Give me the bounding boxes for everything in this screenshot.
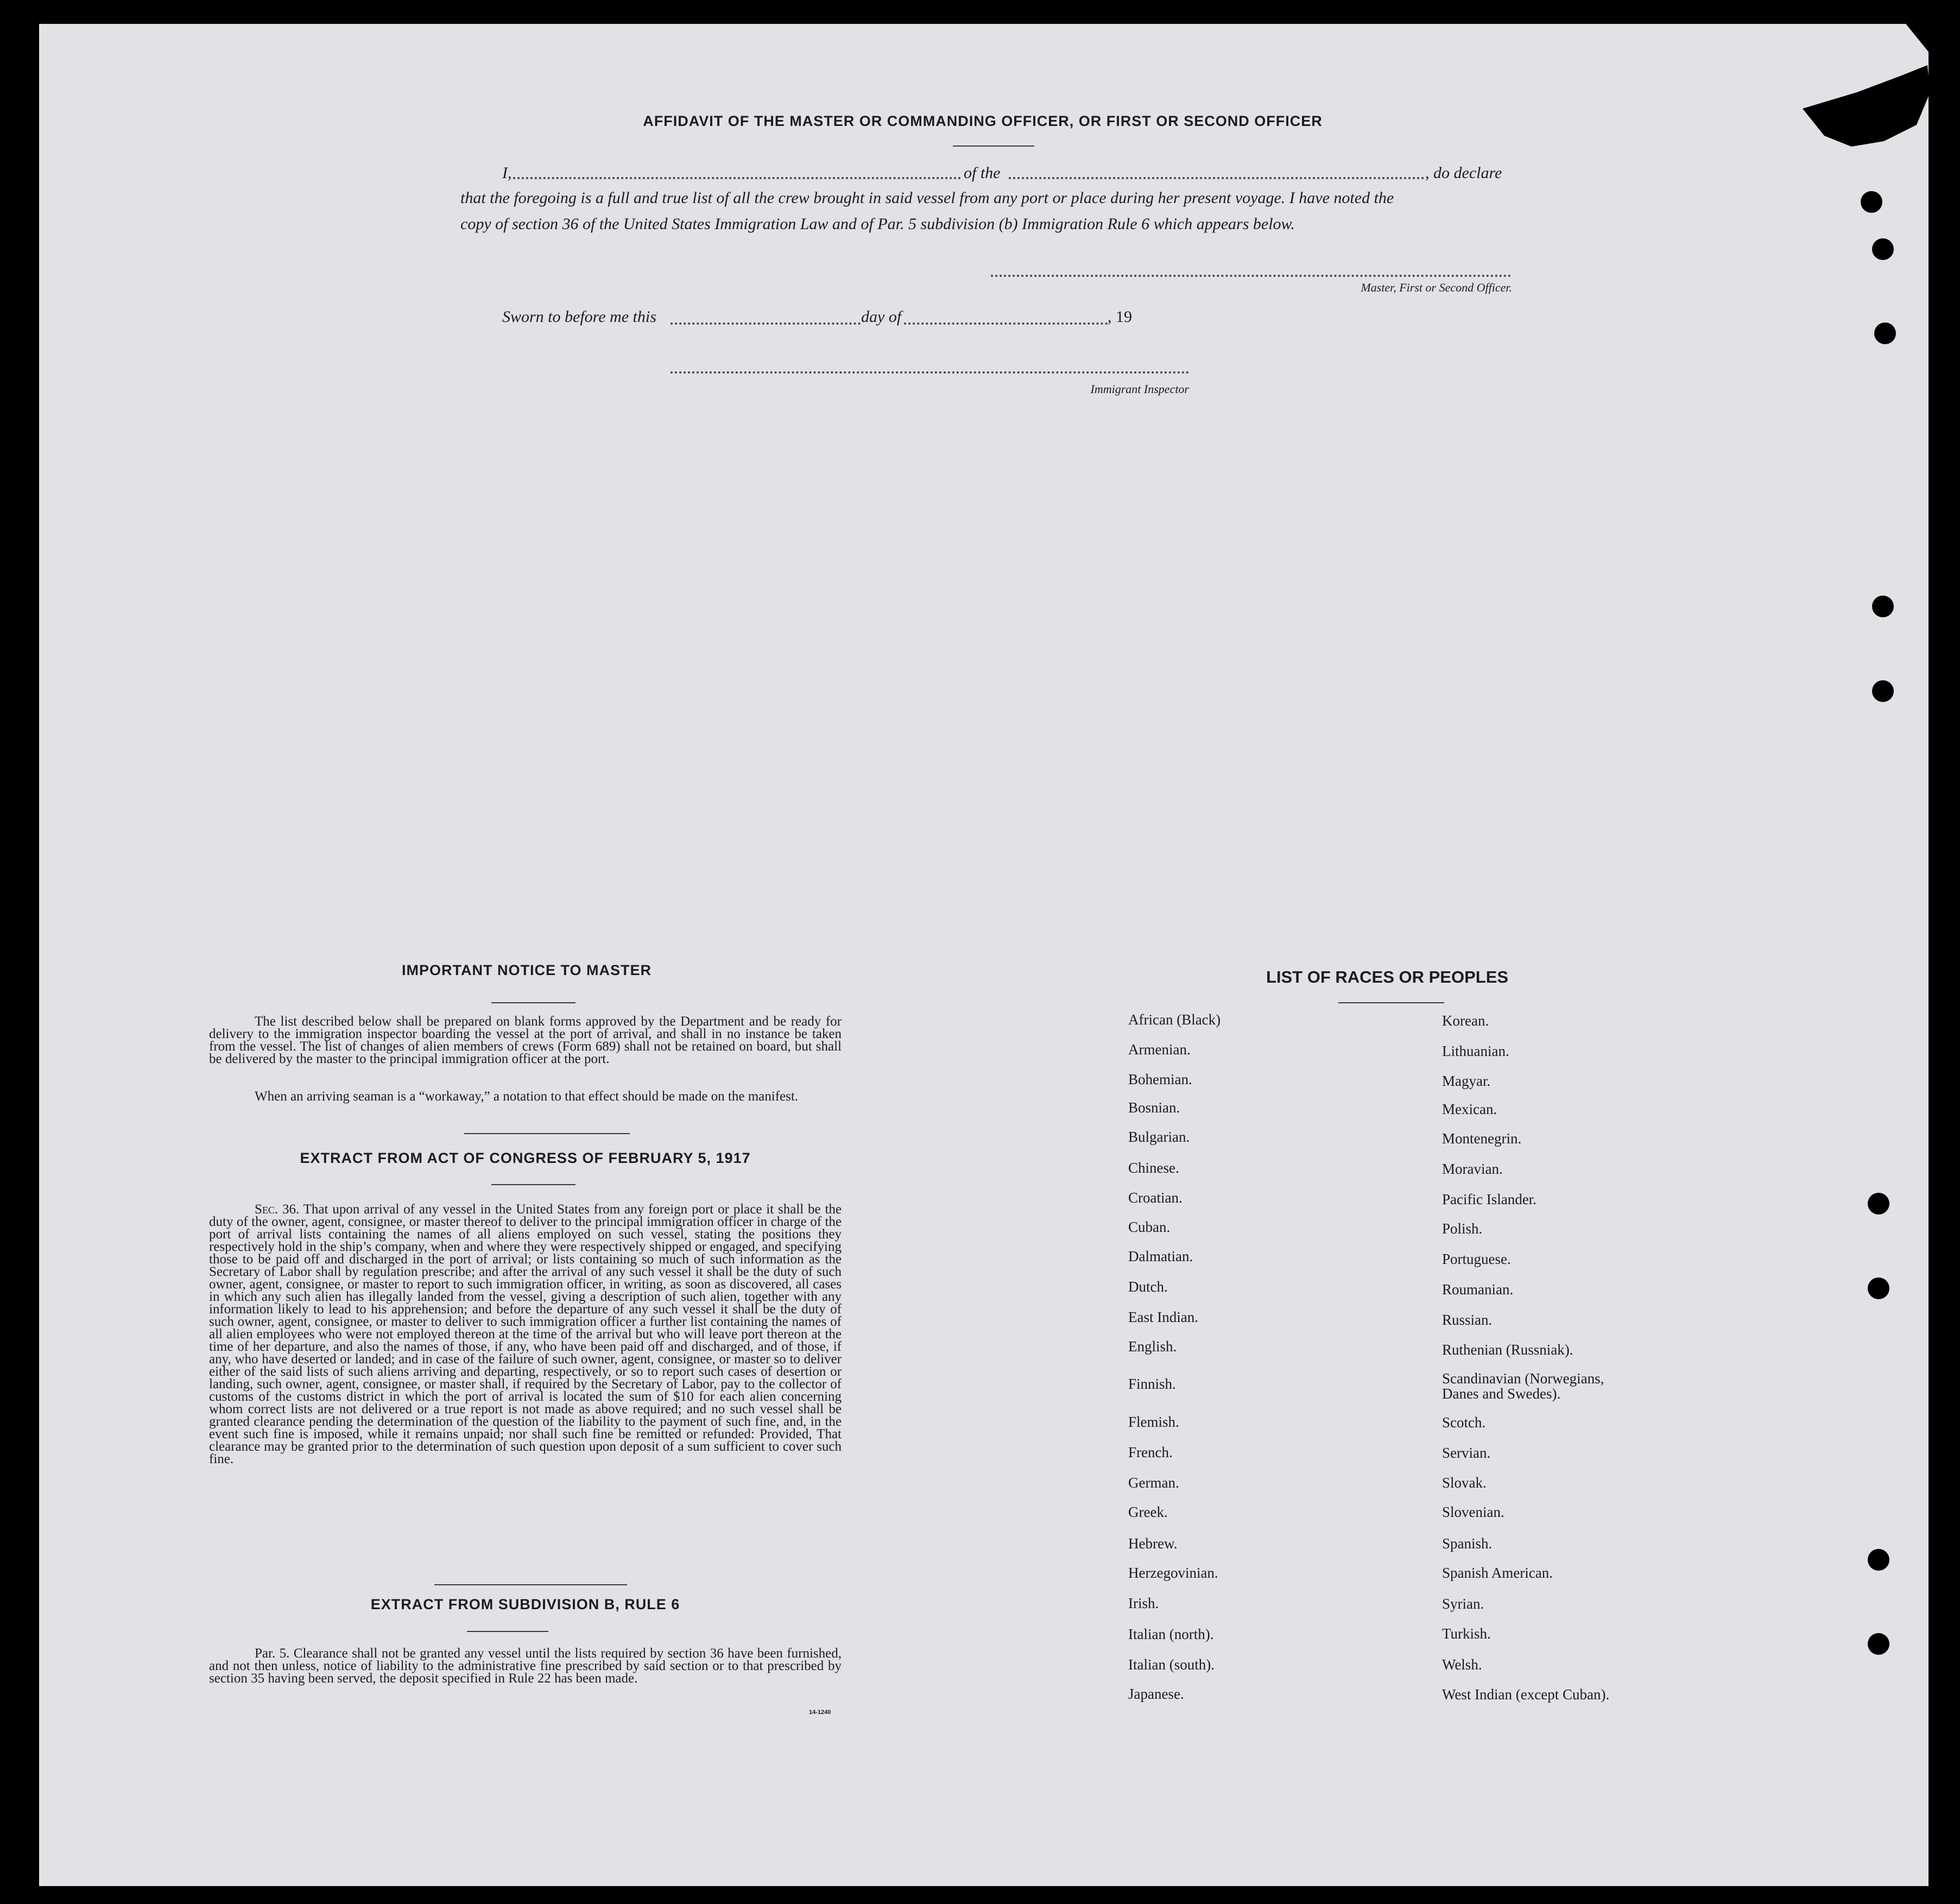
sworn-day-of: day of [861, 308, 902, 326]
race-item: Pacific Islander. [1442, 1191, 1537, 1207]
sworn-day-blank[interactable] [671, 322, 861, 325]
race-item: Dutch. [1128, 1279, 1168, 1295]
divider [491, 1184, 576, 1185]
notice-paragraph-2: When an arriving seaman is a “workaway,” a notation to that effect should be made on the manifest. [255, 1089, 799, 1104]
race-item: German. [1128, 1475, 1179, 1491]
race-item: Hebrew. [1128, 1535, 1178, 1552]
race-item: Montenegrin. [1442, 1130, 1522, 1147]
punch-hole [1874, 322, 1896, 344]
officer-caption: Master, First or Second Officer. [1361, 281, 1512, 294]
affidavit-statement-line2: that the foregoing is a full and true list of all the crew brought in said vessel from any port or place during her present voyage. I have noted the [460, 189, 1394, 207]
form-number: 14-1240 [809, 1709, 831, 1716]
punch-hole [1872, 596, 1894, 617]
race-item: Greek. [1128, 1504, 1168, 1520]
race-item: West Indian (except Cuban). [1442, 1686, 1610, 1703]
punch-hole [1872, 238, 1894, 260]
inspector-signature-blank[interactable] [671, 371, 1189, 374]
race-item: Chinese. [1128, 1160, 1179, 1176]
race-item: Scandinavian (Norwegians, Danes and Swedes). [1442, 1370, 1604, 1402]
race-item: Japanese. [1128, 1686, 1184, 1702]
race-item: Italian (north). [1128, 1626, 1214, 1642]
race-item: Turkish. [1442, 1625, 1491, 1642]
race-item: Bulgarian. [1128, 1129, 1190, 1145]
race-item: Scotch. [1442, 1414, 1486, 1431]
race-item: French. [1128, 1444, 1173, 1460]
race-item: Bosnian. [1128, 1099, 1180, 1116]
race-item: Irish. [1128, 1595, 1159, 1611]
race-item: Bohemian. [1128, 1071, 1192, 1087]
affidavit-line1-mid: of the [964, 164, 1001, 182]
race-item: Portuguese. [1442, 1251, 1511, 1267]
name-blank[interactable] [513, 177, 961, 179]
rule-extract-title: EXTRACT FROM SUBDIVISION B, RULE 6 [370, 1596, 680, 1612]
race-item: Cuban. [1128, 1219, 1171, 1235]
punch-hole [1868, 1193, 1889, 1214]
divider [467, 1631, 548, 1632]
divider [464, 1133, 630, 1134]
race-item: Ruthenian (Russniak). [1442, 1342, 1573, 1358]
race-item: Herzegovinian. [1128, 1565, 1218, 1581]
sworn-label: Sworn to before me this [502, 308, 656, 326]
officer-signature-blank[interactable] [991, 275, 1511, 277]
race-item: Russian. [1442, 1312, 1493, 1328]
sworn-year: , 19 [1108, 308, 1132, 326]
race-item: Korean. [1442, 1013, 1489, 1029]
section-36-text [209, 1203, 842, 1465]
punch-hole [1868, 1549, 1889, 1571]
race-item: Flemish. [1128, 1414, 1179, 1430]
punch-hole [1872, 680, 1894, 702]
race-item: Welsh. [1442, 1656, 1482, 1673]
rule-6-text: Par. 5. Clearance shall not be granted any vessel until the lists required by section 36 have been furnished, and not then unless, notice of liability to the administrative fine prescribed by said section or to that prescribed by section 35 having been served, the deposit specified in Rule 22 has been made. [209, 1646, 842, 1686]
sworn-month-blank[interactable] [904, 322, 1108, 325]
race-item: Spanish. [1442, 1535, 1493, 1552]
race-item: Lithuanian. [1442, 1043, 1509, 1059]
race-item: Slovak. [1442, 1475, 1487, 1491]
divider [434, 1584, 627, 1585]
race-item: Armenian. [1128, 1041, 1191, 1058]
affidavit-title: AFFIDAVIT OF THE MASTER OR COMMANDING OFFICER, OR FIRST OR SECOND OFFICER [643, 113, 1323, 129]
section-label: Sec. 36. [255, 1202, 300, 1217]
race-item: African (Black) [1128, 1011, 1221, 1028]
affidavit-statement-line3: copy of section 36 of the United States Immigration Law and of Par. 5 subdivision (b) Immigration Rule 6 which appears below. [460, 215, 1295, 233]
race-item: Syrian. [1442, 1596, 1484, 1612]
race-item: Magyar. [1442, 1073, 1491, 1089]
race-item: Italian (south). [1128, 1656, 1215, 1673]
punch-hole [1868, 1277, 1889, 1299]
punch-hole [1861, 191, 1882, 213]
divider [491, 1002, 576, 1003]
race-item: East Indian. [1128, 1309, 1198, 1325]
affidavit-line1-end: , do declare [1425, 164, 1502, 182]
notice-title: IMPORTANT NOTICE TO MASTER [402, 962, 652, 978]
divider [953, 146, 1034, 147]
races-title: LIST OF RACES OR PEOPLES [1266, 967, 1509, 986]
race-item: Polish. [1442, 1220, 1483, 1237]
race-item: Spanish American. [1442, 1565, 1553, 1581]
race-item: Dalmatian. [1128, 1248, 1193, 1264]
race-item: Finnish. [1128, 1376, 1176, 1392]
race-item: Mexican. [1442, 1101, 1497, 1117]
divider [1338, 1002, 1444, 1003]
affidavit-line1-start: I, [502, 164, 512, 182]
race-item: Croatian. [1128, 1190, 1183, 1206]
race-item: Moravian. [1442, 1161, 1503, 1177]
vessel-blank[interactable] [1009, 177, 1424, 179]
race-item: Roumanian. [1442, 1281, 1514, 1298]
race-item: Slovenian. [1442, 1504, 1504, 1520]
notice-paragraph-1: The list described below shall be prepared on blank forms approved by the Department and be ready for delivery to the immigration inspector boarding the vessel at the port of arrival, and shall in no instance be taken from the vessel. The list of changes of alien members of crews (Form 689) shall not be retained on board, but shall be delivered by the master to the principal immigration officer at the port. [209, 1014, 842, 1066]
race-item: Servian. [1442, 1445, 1491, 1461]
torn-corner [1792, 60, 1933, 157]
section-36-body: That upon arrival of any vessel in the United States from any foreign port or place it shall be the duty of the owner, agent, consignee, or master thereof to deliver to the principal immigration officer in charge of the port of arrival lists containing the names of all aliens employed on such vessel, stating the positions they respectively hold in the ship’s company, when and where they were respectively shipped or engaged, and specifying those to be paid off and discharged in the port of arrival; or lists containing so much of such information as the Secretary of Labor shall by regulation prescribe; and after the arrival of any such vessel it shall be the duty of such owner, agent, consignee, or master to report to such immigration officer, in writing, as soon as discovered, all cases in which any such alien has illegally landed from the vessel, giving a description of such alien, together with any information likely to lead to his apprehension; and before the departure of any such vessel it shall be the duty of such owner, agent, consignee, or master to deliver to such immigration officer a further list containing the names of all alien employees who were not employed thereon at the time of the arrival but who will leave port thereon at the time of her departure, and also the names of those, if any, who have been paid off and discharged, and of those, if any, who have deserted or landed; and in case of the failure of such owner, agent, consignee, or master so to deliver either of the said lists of such aliens arriving and departing, respectively, or so to report such cases of desertion or landing, such owner, agent, consignee, or master shall, if required by the Secretary of Labor, pay to the collector of customs of the customs district in which the port of arrival is located the sum of $10 for each alien concerning whom correct lists are not delivered or a true report is not made as above required; and no such vessel shall be granted clearance pending the determination of the question of the liability to the payment of such fine, and, in the event such fine is imposed, while it remains unpaid; nor shall such fine be remitted or refunded: Provided, That clearance may be granted prior to the determination of such question upon deposit of a sum sufficient to cover such fine. [209, 1202, 842, 1466]
race-item: English. [1128, 1338, 1177, 1355]
inspector-caption: Immigrant Inspector [1090, 382, 1189, 396]
act-extract-title: EXTRACT FROM ACT OF CONGRESS OF FEBRUARY 5, 1917 [300, 1150, 751, 1166]
punch-hole [1868, 1633, 1889, 1655]
